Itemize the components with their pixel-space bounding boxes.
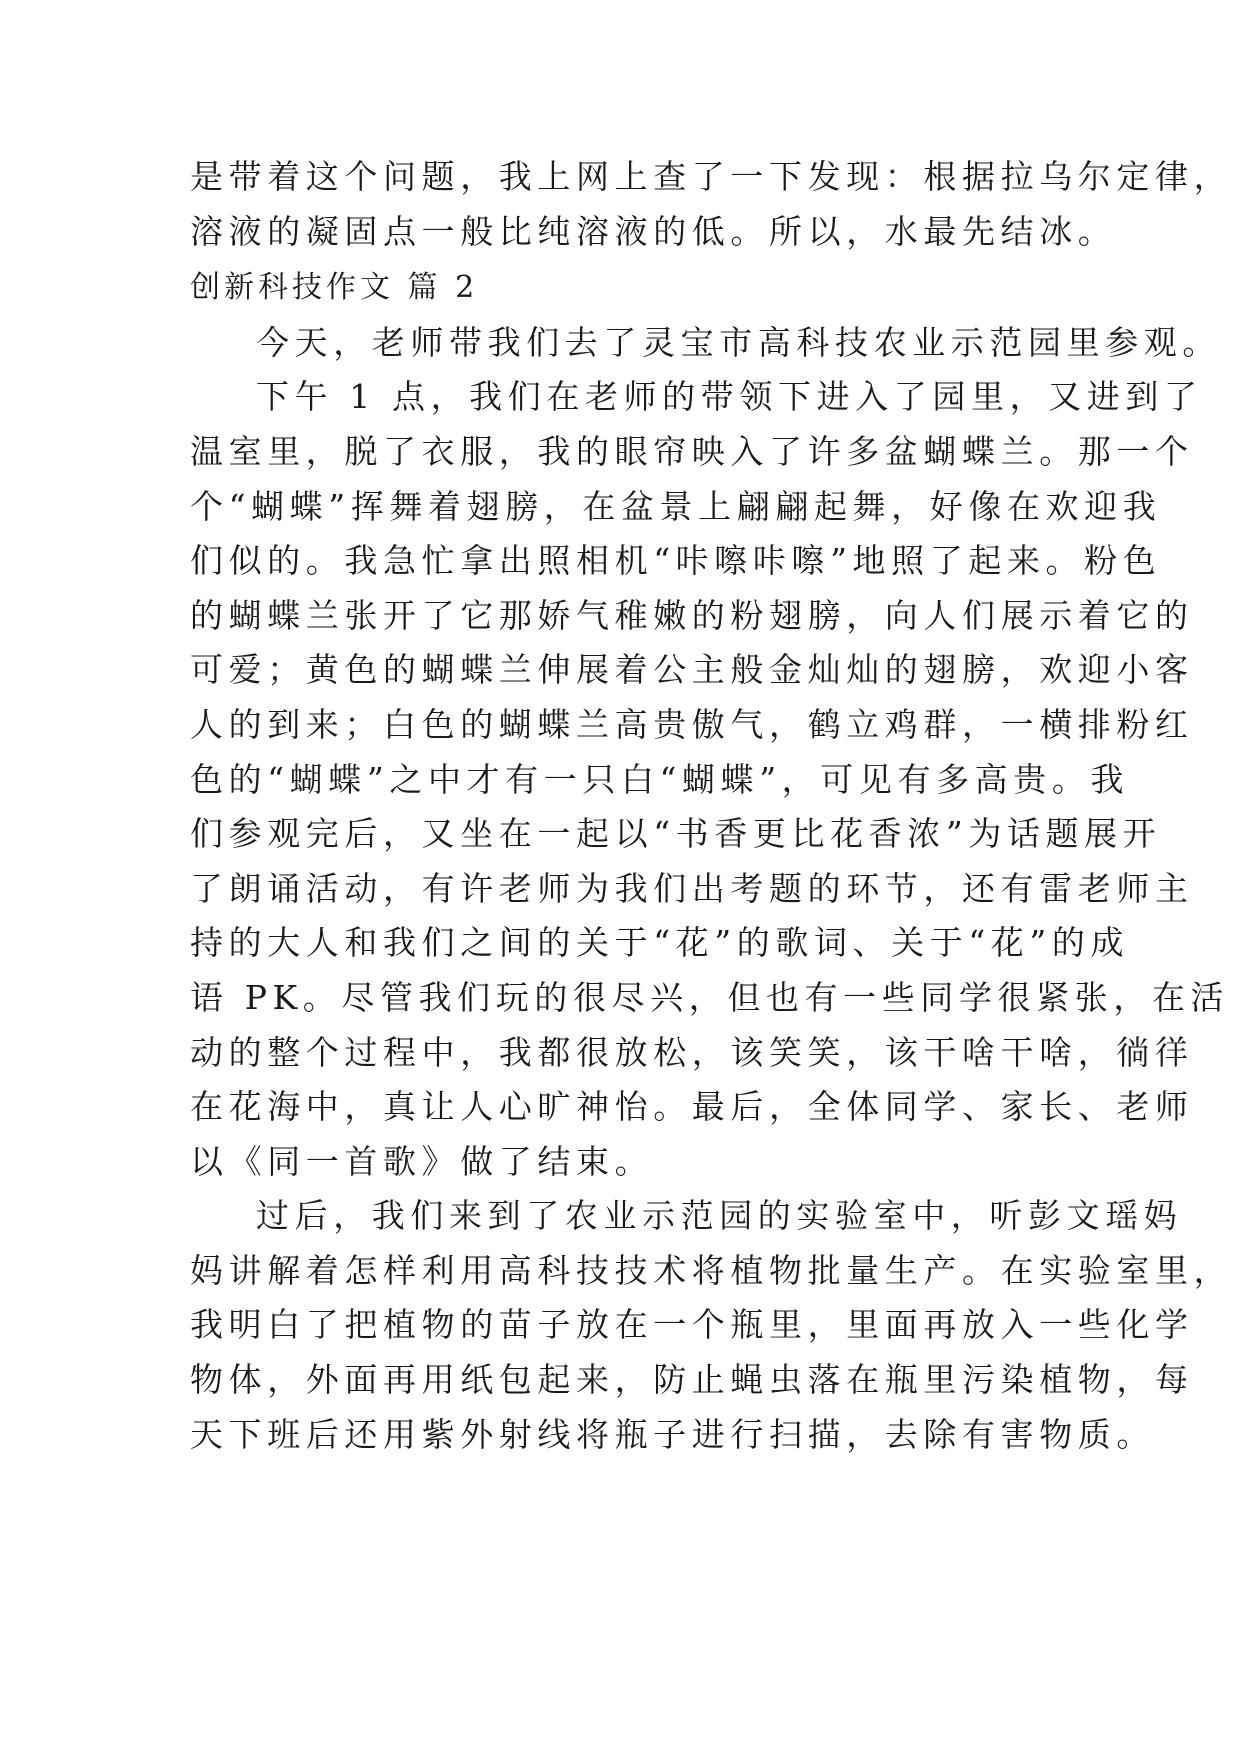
text-line: 持的大人和我们之间的关于“花”的歌词、关于“花”的成: [190, 923, 1130, 963]
text-line: 天下班后还用紫外射线将瓶子进行扫描，去除有害物质。: [190, 1414, 1155, 1454]
text-line: 动的整个过程中，我都很放松，该笑笑，该干啥干啥，徜徉: [190, 1032, 1194, 1072]
text-line: 物体，外面再用纸包起来，防止蝇虫落在瓶里污染植物，每: [190, 1360, 1194, 1400]
text-line: 温室里，脱了衣服，我的眼帘映入了许多盆蝴蝶兰。那一个: [190, 431, 1194, 471]
text-line: 语 PK。尽管我们玩的很尽兴，但也有一些同学很紧张，在活: [190, 977, 1230, 1017]
text-line: 了朗诵活动，有许老师为我们出考题的环节，还有雷老师主: [190, 868, 1194, 908]
text-line: 下午 1 点，我们在老师的带领下进入了园里，又进到了: [256, 377, 1203, 417]
text-line: 过后，我们来到了农业示范园的实验室中，听彭文瑶妈: [256, 1196, 1183, 1236]
section-title: 创新科技作文 篇 2: [190, 270, 479, 306]
text-line: 妈讲解着怎样利用高科技技术将植物批量生产。在实验室里，: [190, 1250, 1233, 1290]
text-line: 色的“蝴蝶”之中才有一只白“蝴蝶”，可见有多高贵。我: [190, 759, 1130, 799]
text-line: 是带着这个问题，我上网上查了一下发现：根据拉乌尔定律，: [190, 157, 1233, 196]
text-line: 今天，老师带我们去了灵宝市高科技农业示范园里参观。: [256, 322, 1221, 362]
text-line: 在花海中，真让人心旷神怡。最后，全体同学、家长、老师: [190, 1087, 1194, 1127]
text-line: 溶液的凝固点一般比纯溶液的低。所以，水最先结冰。: [190, 211, 1117, 251]
text-line: 个“蝴蝶”挥舞着翅膀，在盆景上翩翩起舞，好像在欢迎我: [190, 486, 1162, 526]
text-line: 可爱；黄色的蝴蝶兰伸展着公主般金灿灿的翅膀，欢迎小客: [190, 650, 1194, 690]
text-line: 们参观完后，又坐在一起以“书香更比花香浓”为话题展开: [190, 814, 1162, 854]
text-line: 们似的。我急忙拿出照相机“咔嚓咔嚓”地照了起来。粉色: [190, 541, 1162, 581]
text-line: 我明白了把植物的苗子放在一个瓶里，里面再放入一些化学: [190, 1305, 1194, 1345]
paragraph-3: [190, 1189, 1233, 1462]
text-line: 的蝴蝶兰张开了它那娇气稚嫩的粉翅膀，向人们展示着它的: [190, 595, 1194, 635]
document-page: [190, 150, 1233, 1462]
paragraph-2: [190, 370, 1230, 1189]
paragraph-1: [190, 316, 1221, 371]
text-line: 人的到来；白色的蝴蝶兰高贵傲气，鹤立鸡群，一横排粉红: [190, 704, 1194, 744]
text-line: 以《同一首歌》做了结束。: [190, 1141, 654, 1181]
intro-paragraph: [190, 150, 1233, 259]
